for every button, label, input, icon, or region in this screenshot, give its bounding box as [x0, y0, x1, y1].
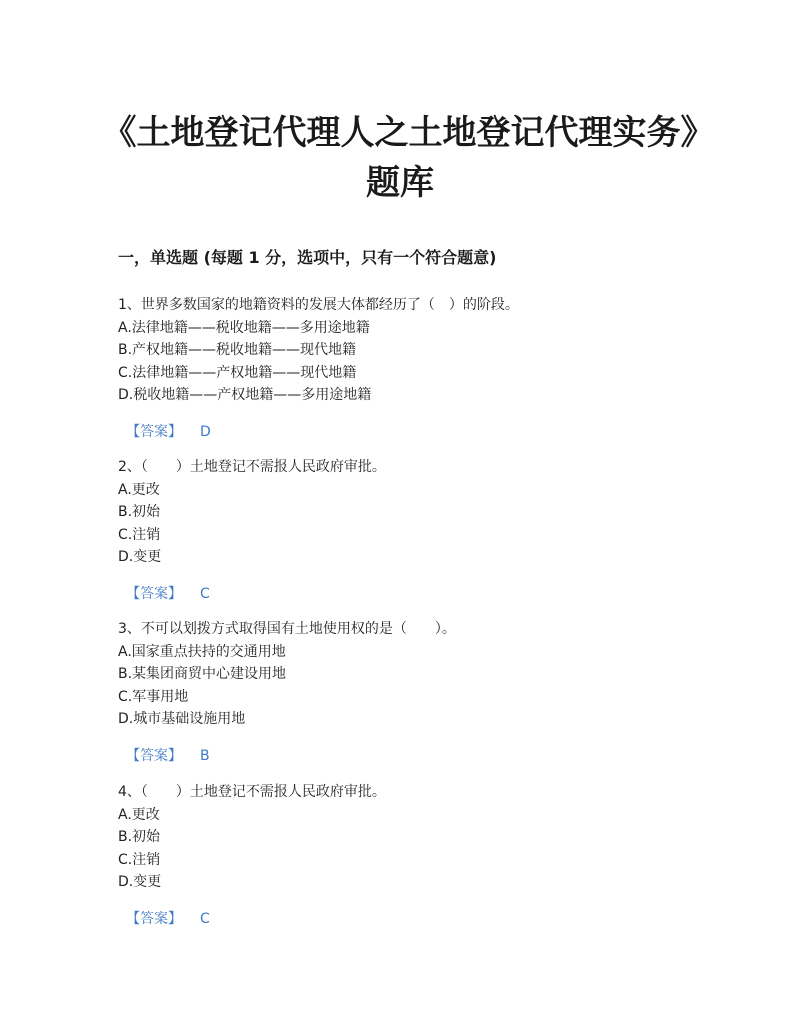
answer-label: 【答案】: [126, 747, 182, 764]
option-a: A.法律地籍——税收地籍——多用途地籍: [118, 319, 370, 336]
option-b: B.某集团商贸中心建设用地: [118, 666, 287, 682]
option-c: C.注销: [118, 851, 161, 868]
answer-line: [118, 421, 698, 443]
question-1: [118, 294, 698, 443]
section-heading: 一，单选题 (每题 1 分，选项中，只有一个符合题意): [118, 248, 497, 267]
question-stem: 3、不可以划拨方式取得国有土地使用权的是（ ）。: [118, 621, 456, 637]
question-2: [118, 456, 698, 605]
answer-line: [118, 583, 698, 605]
option-a: A.更改: [118, 481, 160, 498]
question-4: [118, 781, 698, 930]
answer-label: 【答案】: [126, 910, 182, 927]
option-b: B.初始: [118, 504, 161, 520]
option-b: B.产权地籍——税收地籍——现代地籍: [118, 342, 357, 358]
answer-line: [118, 908, 698, 930]
question-stem: 4、（ ）土地登记不需报人民政府审批。: [118, 784, 386, 800]
option-d: D.税收地籍——产权地籍——多用途地籍: [118, 387, 372, 403]
option-c: C.法律地籍——产权地籍——现代地籍: [118, 364, 357, 381]
document-title: 《土地登记代理人之土地登记代理实务》题库: [102, 113, 698, 203]
answer-label: 【答案】: [126, 585, 182, 602]
question-3: [118, 618, 698, 767]
question-stem: 1、世界多数国家的地籍资料的发展大体都经历了（ ）的阶段。: [118, 297, 519, 313]
question-stem: 2、（ ）土地登记不需报人民政府审批。: [118, 459, 386, 475]
answer-value: C: [200, 585, 210, 602]
answer-value: D: [200, 423, 211, 440]
answer-value: B: [200, 747, 210, 764]
answer-line: [118, 745, 698, 767]
option-d: D.城市基础设施用地: [118, 711, 246, 727]
option-b: B.初始: [118, 829, 161, 845]
option-a: A.国家重点扶持的交通用地: [118, 643, 286, 660]
option-d: D.变更: [118, 874, 162, 890]
option-c: C.军事用地: [118, 688, 189, 705]
answer-label: 【答案】: [126, 423, 182, 440]
option-a: A.更改: [118, 806, 160, 823]
option-c: C.注销: [118, 526, 161, 543]
answer-value: C: [200, 910, 210, 927]
option-d: D.变更: [118, 549, 162, 565]
